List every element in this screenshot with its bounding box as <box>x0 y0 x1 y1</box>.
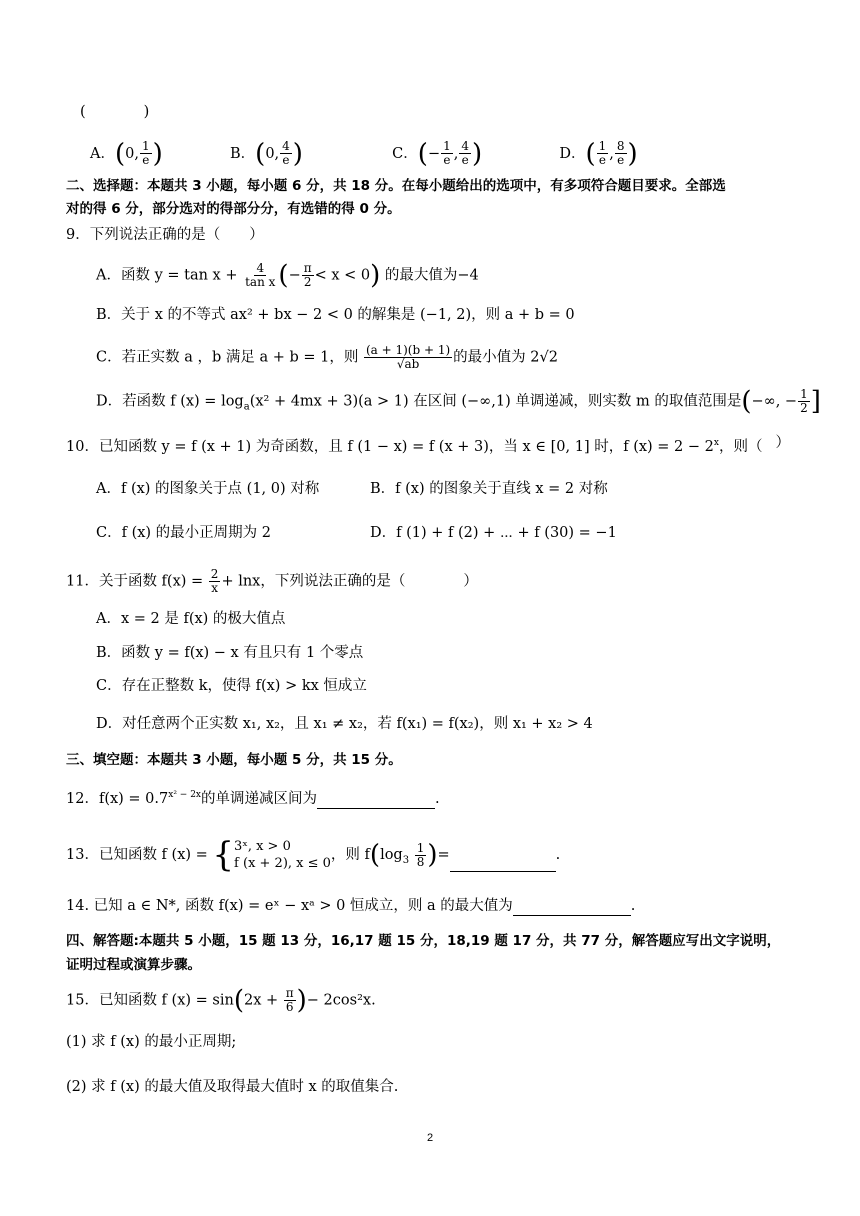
q8-option-b: B．(0, $\frac{4}{e}$ ) <box>230 138 303 169</box>
q8-option-d: D．( $\frac{1}{e}$ , $\frac{8}{e}$ ) <box>559 138 638 169</box>
q13-answer-blank[interactable] <box>450 855 556 872</box>
q10-option-d: D．f (1) + f (2) + ⋯ + f (30) = −1 <box>370 525 617 541</box>
q15-part2: (2) 求 f (x) 的最大值及取得最大值时 x 的取值集合. <box>66 1079 399 1095</box>
q9-option-a: A．函数 y = tan x + $\frac{4}{\text{tan x}}$ (− $\frac{\pi}{2}$ < x < 0) 的最大值为−4 <box>96 260 479 291</box>
q11-option-d: D．对任意两个正实数 x₁, x₂，且 x₁ ≠ x₂，若 f(x₁) = f(x₂)，则 x₁ + x₂ > 4 <box>96 716 593 732</box>
q10-stem: 10．已知函数 y = f (x + 1) 为奇函数，且 f (1 − x) = f (x + 3)，当 x ∈ [0, 1] 时，f $(x) = 2 - 2^x$，则（ ） <box>66 435 790 455</box>
q11-option-a: A．x = 2 是 f(x) 的极大值点 <box>96 611 286 627</box>
q10-option-c: C．f (x) 的最小正周期为 2 <box>96 525 272 541</box>
section3-heading: 三、填空题：本题共 3 小题，每小题 5 分，共 15 分。 <box>66 752 402 768</box>
section2-heading-line2: 对的得 6 分，部分选对的得部分分，有选错的得 0 分。 <box>66 201 401 217</box>
q9-option-c: C．若正实数 a ，b 满足 a + b = 1，则 $\frac{(a + 1)(b + 1)}{√ab}$ 的最小值为 2√2 <box>96 343 558 371</box>
q14-answer-blank[interactable] <box>513 899 631 916</box>
section4-heading-line2: 证明过程或演算步骤。 <box>66 957 201 973</box>
q13: 13．已知函数 f (x) = { 3ˣ, x > 0 f (x + 2), x ≤ 0 ，则 $f(\log_3$ $\frac{1}{8}$ )= . <box>66 835 561 875</box>
q9-option-d: D．若函数 f $(x) = \log_a(x^2 + 4mx + 3)(a > 1)$ 在区间 (−∞,1) 单调递减，则实数 m 的取值范围是(−∞, − $\frac{1}{2}$ ] <box>96 386 821 417</box>
q14: 14. 已知 a ∈ N*, 函数 f(x) = eˣ − xᵃ > 0 恒成立，则 a 的最大值为 . <box>66 898 636 914</box>
section4-heading-line1: 四、解答题:本题共 5 小题，15 题 13 分，16,17 题 15 分，18,19 题 17 分，共 77 分，解答题应写出文字说明， <box>66 933 781 949</box>
q10-option-b: B．f (x) 的图象关于直线 x = 2 对称 <box>370 481 608 497</box>
q12-answer-blank[interactable] <box>317 792 435 809</box>
q12: 12．$f(x) = 0.7^{x^2 - 2x}$的单调递减区间为 . <box>66 790 440 807</box>
q8-answer-paren: ( ) <box>80 104 150 120</box>
q11-option-b: B．函数 y = f(x) − x 有且只有 1 个零点 <box>96 645 364 661</box>
q8-option-c: C．(− $\frac{1}{e}$ , $\frac{4}{e}$ ) <box>392 138 483 169</box>
q15-part1: (1) 求 f (x) 的最小正周期; <box>66 1034 237 1050</box>
q9-option-b: B．关于 x 的不等式 ax² + bx − 2 < 0 的解集是 (−1, 2)，则 a + b = 0 <box>96 307 575 323</box>
q8-option-a: A．(0, $\frac{1}{e}$ ) <box>90 138 163 169</box>
q11-stem: 11．关于函数 f(x) = $\frac{2}{x}$ + lnx，下列说法正确的是（ ） <box>66 567 478 595</box>
q8-options <box>90 140 638 167</box>
q15-stem: 15．已知函数 f (x) = sin(2x + $\frac{\pi}{6}$ )− 2cos²x. <box>66 985 376 1016</box>
section2-heading-line1: 二、选择题：本题共 3 小题，每小题 6 分，共 18 分。在每小题给出的选项中，有多项符合题目要求。全部选 <box>66 178 726 194</box>
q9-stem: 9．下列说法正确的是（ ） <box>66 227 264 243</box>
page-number: 2 <box>426 1132 434 1144</box>
q10-option-a: A．f (x) 的图象关于点 (1, 0) 对称 <box>96 481 320 497</box>
q11-option-c: C．存在正整数 k，使得 f(x) > kx 恒成立 <box>96 678 367 694</box>
